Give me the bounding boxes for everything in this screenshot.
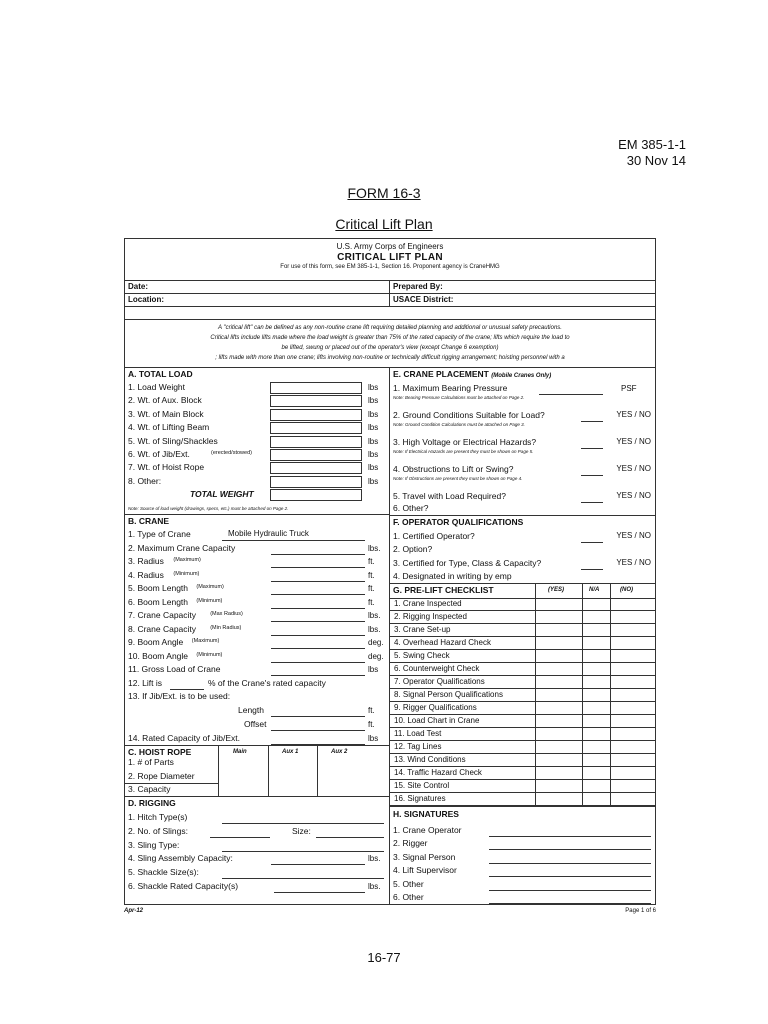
crane-item-label: 3. Radius [128,556,164,566]
section-b-title: B. CRANE [128,516,170,526]
yes-no-choice[interactable]: YES / NO [616,531,651,540]
crane-item-1 [128,529,386,542]
jib-capacity-input[interactable] [271,733,365,745]
load-item-8 [128,476,386,489]
banner-usage: For use of this form, see EM 385-1-1, Section 16. Proponent agency is CraneHMG [280,264,500,270]
section-a-note: Note: Source of load weight (drawings, specs, etc.) must be attached on Page 2. [128,506,289,511]
checklist-row[interactable] [390,663,655,676]
load-item-unit: lbs [368,396,379,406]
divider [125,367,655,368]
form-banner [125,239,655,270]
operator-item-3 [393,558,651,571]
crane-item-input[interactable] [271,570,365,582]
operator-item-label: 4. Designated in writing by emp [393,571,512,582]
crane-item-8 [128,624,386,637]
crane-item-unit: lbs [368,665,379,674]
rigging-item-unit: lbs. [368,854,381,864]
item-13-label: 13. If Jib/Ext. is to be used: [128,691,231,701]
crane-item-qualifier: (Min Radius) [210,624,242,631]
divider [317,745,318,796]
checklist-item-label: 9. Rigger Qualifications [394,703,477,712]
checklist-item-label: 6. Counterweight Check [394,664,480,673]
checklist-item-label: 7. Operator Qualifications [394,677,485,686]
rigging-item-6 [128,881,386,894]
crane-item-input[interactable] [271,624,365,636]
checklist-item-label: 4. Overhead Hazard Check [394,638,491,647]
yes-no-choice[interactable]: YES / NO [616,437,651,446]
load-item-input[interactable] [270,436,362,448]
divider [125,319,655,320]
rigging-item-label: 6. Shackle Rated Capacity(s) [128,881,239,891]
load-item-unit: lbs [368,450,379,459]
definition-line: A "critical lift" can be defined as any non-routine crane lift requiring detailed planning and additional or unusual safety precautions. [218,325,562,331]
load-item-label: 2. Wt. of Aux. Block [128,395,202,406]
load-item-input[interactable] [270,395,362,407]
sling-size-input[interactable] [316,826,384,838]
load-item-label: 3. Wt. of Main Block [128,408,204,419]
crane-item-unit: ft. [368,584,375,593]
critical-lift-form [124,238,656,905]
rigging-item-3 [128,840,386,853]
lift-percent-input[interactable] [170,678,204,690]
crane-type-value[interactable]: Mobile Hydraulic Truck [228,529,309,538]
total-weight-row [128,489,386,502]
placement-answer-blank[interactable] [581,491,603,503]
rigging-item-label: 1. Hitch Type(s) [128,812,188,822]
load-item-4 [128,422,386,435]
crane-item-qualifier: (Minimum) [196,597,223,604]
crane-item-label: 2. Maximum Crane Capacity [128,542,236,553]
crane-item-2 [128,543,386,556]
load-item-note: (erected/stowed) [211,450,252,456]
operator-item-label: 3. Certified for Type, Class & Capacity? [393,557,542,568]
rigging-item-input[interactable] [222,812,384,824]
crane-item-unit: lbs. [368,611,381,620]
signature-row-1 [393,825,651,838]
definition-line: Critical lifts include lifts made where the load weight is greater than 75% of the rated capacity of the crane; lifts which require the load to [210,335,570,341]
load-item-5 [128,436,386,449]
checklist-row[interactable] [390,676,655,689]
crane-item-label: 9. Boom Angle [128,637,184,647]
placement-item-label: 2. Ground Conditions Suitable for Load? [393,410,545,420]
checklist-row[interactable] [390,754,655,767]
crane-item-label: 1. Type of Crane [128,529,191,539]
crane-item-unit: ft. [368,570,375,580]
signature-row-3 [393,852,651,865]
signature-input[interactable] [489,852,651,864]
rigging-item-input[interactable] [274,881,365,893]
placement-item-label: 5. Travel with Load Required? [393,491,506,501]
placement-note: Note: If Obstructions are present they must be shown on Page 4. [393,476,523,481]
checklist-row[interactable] [390,611,655,624]
crane-item-label: 6. Boom Length [128,596,189,607]
operator-item-1 [393,531,651,544]
location-field[interactable]: Location: [128,295,164,304]
crane-item-qualifier: (Max Radius) [210,611,243,617]
crane-item-qualifier: (Maximum) [191,638,220,644]
load-item-unit: lbs [368,409,379,419]
placement-answer-blank[interactable] [581,464,603,476]
hoist-row-label: 1. # of Parts [128,757,174,767]
crane-item-unit: lbs. [368,624,381,634]
crane-item-4 [128,570,386,583]
divider [125,796,390,797]
banner-title: CRITICAL LIFT PLAN [337,252,443,263]
load-item-1 [128,382,386,395]
checklist-item-label: 2. Rigging Inspected [394,612,467,621]
signature-input[interactable] [489,879,651,891]
load-item-unit: lbs [368,463,379,473]
placement-answer-blank[interactable] [581,437,603,449]
load-item-label: 8. Other: [128,475,162,486]
load-item-input[interactable] [270,449,362,461]
crane-item-qualifier: (Minimum) [173,570,200,577]
checklist-row[interactable] [390,650,655,663]
divider [125,514,390,515]
crane-item-7 [128,610,386,623]
hoist-col-aux1: Aux 1 [282,749,299,755]
divider [389,280,390,306]
crane-item-6 [128,597,386,610]
checklist-row[interactable] [390,780,655,793]
crane-item-unit: ft. [368,597,375,607]
signature-input[interactable] [489,892,651,904]
divider [125,293,655,294]
divider [125,306,655,307]
psf-unit: PSF [621,384,637,393]
district-field[interactable]: USACE District: [393,295,454,304]
checklist-row[interactable] [390,728,655,741]
checklist-item-label: 10. Load Chart in Crane [394,716,480,725]
operator-item-4 [393,571,651,584]
operator-item-label: 2. Option? [393,544,433,555]
crane-item-label: 5. Boom Length [128,583,189,593]
checklist-item-label: 5. Swing Check [394,651,450,660]
rigging-item-2 [128,826,386,839]
total-weight-input[interactable] [270,489,362,501]
signature-label: 4. Lift Supervisor [393,865,457,876]
load-item-input[interactable] [270,462,362,474]
crane-item-label: 11. Gross Load of Crane [128,664,221,674]
crane-item-input[interactable] [271,610,365,622]
load-item-label: 4. Wt. of Lifting Beam [128,422,210,433]
item-14-unit: lbs [368,734,379,743]
crane-item-9 [128,637,386,650]
divider [125,745,390,746]
item-12-suffix: % of the Crane's rated capacity [208,678,326,688]
crane-item-unit: ft. [368,557,375,566]
total-weight-label: TOTAL WEIGHT [190,489,254,499]
yes-no-choice[interactable]: YES / NO [616,557,651,567]
length-unit: ft. [368,706,375,715]
checklist-item-label: 13. Wind Conditions [394,755,466,764]
crane-item-label: 4. Radius [128,569,164,580]
section-h-title: H. SIGNATURES [393,809,459,819]
load-item-input[interactable] [270,382,362,394]
crane-item-10 [128,651,386,664]
checklist-item-label: 3. Crane Set-up [394,625,451,634]
form-title: Critical Lift Plan [335,216,433,232]
crane-item-unit: lbs. [368,543,381,553]
checklist-col-yes: (YES) [548,587,565,593]
crane-item-input[interactable] [271,597,365,609]
critical-lift-definition [133,323,647,363]
item-14-label: 14. Rated Capacity of Jib/Ext. [128,733,240,743]
signature-row-6 [393,892,651,905]
crane-item-5 [128,583,386,596]
load-item-label: 5. Wt. of Sling/Shackles [128,435,218,446]
placement-note: Note: Bearing Pressure Calculations must be attached on Page 2. [393,395,525,400]
section-e-title-note: (Mobile Cranes Only) [491,373,552,379]
load-item-unit: lbs [368,476,379,486]
rigging-item-label: 2. No. of Slings: [128,825,189,836]
signature-input[interactable] [489,838,651,850]
load-item-7 [128,462,386,475]
checklist-item-label: 15. Site Control [394,781,450,790]
crane-item-13 [128,691,386,704]
signature-label: 3. Signal Person [393,851,456,862]
signature-label: 5. Other [393,878,424,889]
hoist-row-label: 3. Capacity [128,784,171,794]
length-label: Length [238,705,264,715]
crane-item-label: 8. Crane Capacity [128,623,197,634]
checklist-row[interactable] [390,598,655,611]
crane-item-label: 7. Crane Capacity [128,610,197,620]
jib-length-row [128,705,386,718]
crane-item-input[interactable] [271,651,365,663]
placement-item-label: 6. Other? [393,503,429,513]
load-item-2 [128,395,386,408]
load-item-unit: lbs [368,383,379,392]
load-item-unit: lbs [368,423,379,433]
signature-label: 2. Rigger [393,838,428,849]
rigging-item-4 [128,853,386,866]
load-item-label: 1. Load Weight [128,382,186,392]
checklist-item-label: 16. Signatures [394,794,446,803]
checklist-row[interactable] [390,793,655,806]
operator-answer-blank[interactable] [581,558,603,570]
divider [125,280,655,281]
placement-item-3 [393,437,651,454]
checklist-item-label: 12. Tag Lines [394,742,442,751]
yes-no-choice[interactable]: YES / NO [616,410,651,419]
load-item-input[interactable] [270,409,362,421]
page-number: 16-77 [367,950,401,965]
load-item-3 [128,409,386,422]
checklist-header-rule [390,583,655,599]
placement-note: Note: Ground Condition Calculations must be attached on Page 3. [393,422,525,427]
load-item-input[interactable] [270,476,362,488]
crane-item-qualifier: (Minimum) [196,651,223,658]
placement-item-label: 3. High Voltage or Electrical Hazards? [393,437,537,447]
crane-item-unit: deg. [368,638,384,647]
rigging-item-label: 4. Sling Assembly Capacity: [128,853,233,864]
section-c-title: C. HOIST ROPE [128,747,192,757]
rigging-item-input[interactable] [271,853,365,865]
yes-no-choice[interactable]: YES / NO [616,491,651,500]
signature-label: 1. Crane Operator [393,825,462,835]
placement-item-6 [393,503,651,516]
rigging-item-label: 3. Sling Type: [128,839,180,850]
load-item-6 [128,449,386,462]
checklist-col-no: (NO) [620,587,633,593]
signature-row-4 [393,865,651,878]
signature-input[interactable] [489,865,651,877]
operator-item-label: 1. Certified Operator? [393,531,475,541]
checklist-row[interactable] [390,767,655,780]
checklist-row[interactable] [390,715,655,728]
section-e-title [393,369,551,379]
checklist-row[interactable] [390,637,655,650]
section-a-title: A. TOTAL LOAD [128,369,193,379]
yes-no-choice[interactable]: YES / NO [616,464,651,473]
hoist-row-label: 2. Rope Diameter [128,771,195,781]
jib-offset-row [128,719,386,732]
checklist-row[interactable] [390,689,655,702]
rigging-item-unit: lbs. [368,882,381,891]
item-12-label: 12. Lift is [128,678,163,688]
load-item-label: 6. Wt. of Jib/Ext. [128,449,190,459]
checklist-item-label: 8. Signal Person Qualifications [394,690,503,699]
crane-item-input[interactable] [271,637,365,649]
divider [218,745,219,796]
rigging-item-5 [128,867,386,880]
signature-row-2 [393,838,651,851]
rigging-item-1 [128,812,386,825]
form-revision-date: Apr-12 [124,908,144,914]
crane-item-unit: deg. [368,651,384,661]
bearing-pressure-input[interactable] [539,383,603,395]
offset-unit: ft. [368,720,375,729]
banner-org: U.S. Army Corps of Engineers [336,242,444,251]
crane-item-11 [128,664,386,677]
crane-item-input[interactable] [271,543,365,555]
crane-item-label: 10. Boom Angle [128,650,189,661]
divider [389,806,655,807]
offset-label: Offset [244,719,267,729]
rigging-item-input[interactable] [222,840,384,852]
checklist-row[interactable] [390,702,655,715]
signature-input[interactable] [489,825,651,837]
rigging-item-input[interactable] [222,867,384,879]
doc-date: 30 Nov 14 [626,153,686,168]
load-item-unit: lbs [368,436,379,446]
signature-row-5 [393,879,651,892]
prepared-by-field[interactable]: Prepared By: [393,282,443,291]
section-f-title: F. OPERATOR QUALIFICATIONS [393,517,524,527]
placement-item-2 [393,410,651,427]
placement-note: Note: If Electrical Hazards are present they must be shown on Page 5. [393,449,534,454]
checklist-row[interactable] [390,741,655,754]
checklist-row[interactable] [390,624,655,637]
definition-line: ; lifts made with more than one crane; lifts involving non-routine or technically difficult rigging arrangement; hoisting personnel with a [215,355,565,361]
section-d-title: D. RIGGING [128,798,176,808]
crane-item-3 [128,556,386,569]
hoist-col-aux2: Aux 2 [331,749,348,755]
form-page-indicator: Page 1 of 6 [625,908,656,914]
hoist-col-main: Main [233,749,247,755]
placement-item-label: 4. Obstructions to Lift or Swing? [393,464,514,474]
crane-item-qualifier: (Maximum) [196,584,224,590]
jib-length-input[interactable] [271,705,365,717]
divider [268,745,269,796]
crane-item-12 [128,678,386,691]
checklist-item-label: 14. Traffic Hazard Check [394,768,482,777]
sling-size-label: Size: [292,825,311,836]
placement-item-label: 1. Maximum Bearing Pressure [393,383,508,393]
operator-item-2 [393,544,651,557]
sling-count-input[interactable] [210,826,270,838]
placement-answer-blank[interactable] [581,410,603,422]
definition-line: be lifted, swung or placed out of the operator's view (except Change 6 exemption) [281,345,499,351]
placement-item-1 [393,383,651,400]
load-item-input[interactable] [270,422,362,434]
jib-offset-input[interactable] [271,719,365,731]
checklist-item-label: 1. Crane Inspected [394,599,462,608]
crane-item-qualifier: (Maximum) [173,557,201,563]
crane-item-input[interactable] [271,664,365,676]
section-g-title: G. PRE-LIFT CHECKLIST [393,585,494,595]
rigging-item-label: 5. Shackle Size(s): [128,867,199,878]
document-header [618,137,686,169]
doc-number: EM 385-1-1 [618,137,686,152]
date-field[interactable]: Date: [128,282,149,291]
signature-label: 6. Other [393,892,424,902]
crane-item-input[interactable] [271,583,365,595]
checklist-item-label: 11. Load Test [394,729,442,738]
crane-item-input[interactable] [271,556,365,568]
checklist-col-na: N/A [589,587,600,593]
load-item-label: 7. Wt. of Hoist Rope [128,462,205,473]
placement-item-4 [393,464,651,481]
operator-answer-blank[interactable] [581,531,603,543]
section-e-title-text: E. CRANE PLACEMENT [393,369,489,379]
form-number: FORM 16-3 [347,185,421,201]
